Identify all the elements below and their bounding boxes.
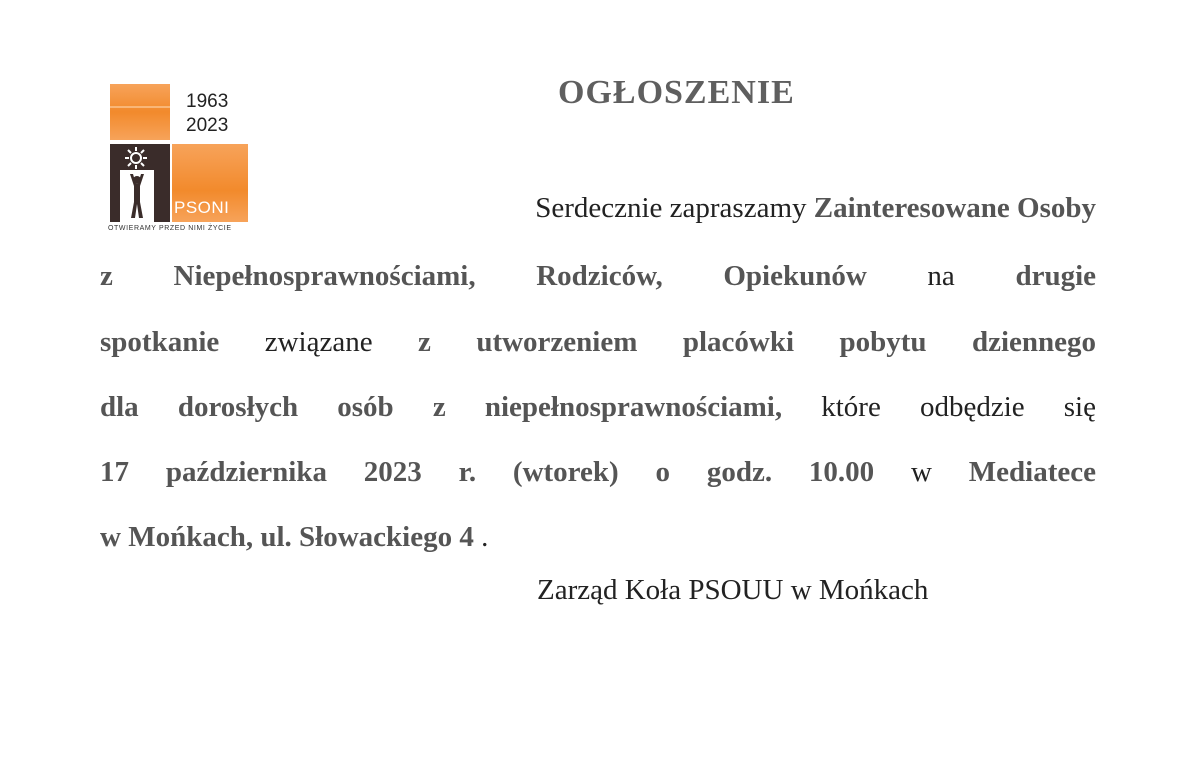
body-emphasis: drugie: [1015, 260, 1097, 292]
logo-year-end: 2023: [186, 115, 229, 136]
meeting-date: 17 października 2023 r. (wtorek) o godz. 10.00: [100, 456, 875, 488]
body-text: na: [866, 260, 1016, 292]
body-line-5: [100, 453, 1096, 491]
body-emphasis: dla dorosłych osób z niepełnosprawnościami,: [100, 391, 783, 423]
logo-year-start: 1963: [186, 91, 229, 112]
body-text: związane: [219, 326, 419, 358]
body-emphasis: spotkanie: [100, 326, 220, 358]
logo-orange-square-top: [110, 84, 170, 140]
signature: Zarząd Koła PSOUU w Mońkach: [537, 574, 929, 606]
logo-years: [186, 90, 266, 138]
body-text: które odbędzie się: [782, 391, 1096, 423]
body-text: Serdecznie zapraszamy: [535, 192, 814, 224]
meeting-address: w Mońkach, ul. Słowackiego 4: [100, 521, 474, 553]
body-line-3: [100, 323, 1096, 361]
body-emphasis: z Niepełnosprawnościami, Rodziców, Opiekunów: [100, 260, 867, 292]
logo-name: PSONI: [174, 198, 230, 217]
body-text: w: [874, 456, 969, 488]
body-line-4: [100, 388, 1096, 426]
body-line-2: [100, 257, 1096, 295]
page-title: OGŁOSZENIE: [558, 74, 795, 111]
body-line-6: [100, 518, 1096, 556]
body-text: .: [473, 521, 489, 553]
body-line-1: [100, 189, 1096, 227]
body-emphasis: Zainteresowane Osoby: [813, 192, 1096, 224]
logo-tagline: OTWIERAMY PRZED NIMI ŻYCIE: [108, 225, 232, 232]
body-emphasis: z utworzeniem placówki pobytu dziennego: [418, 326, 1097, 358]
meeting-venue: Mediatece: [968, 456, 1096, 488]
